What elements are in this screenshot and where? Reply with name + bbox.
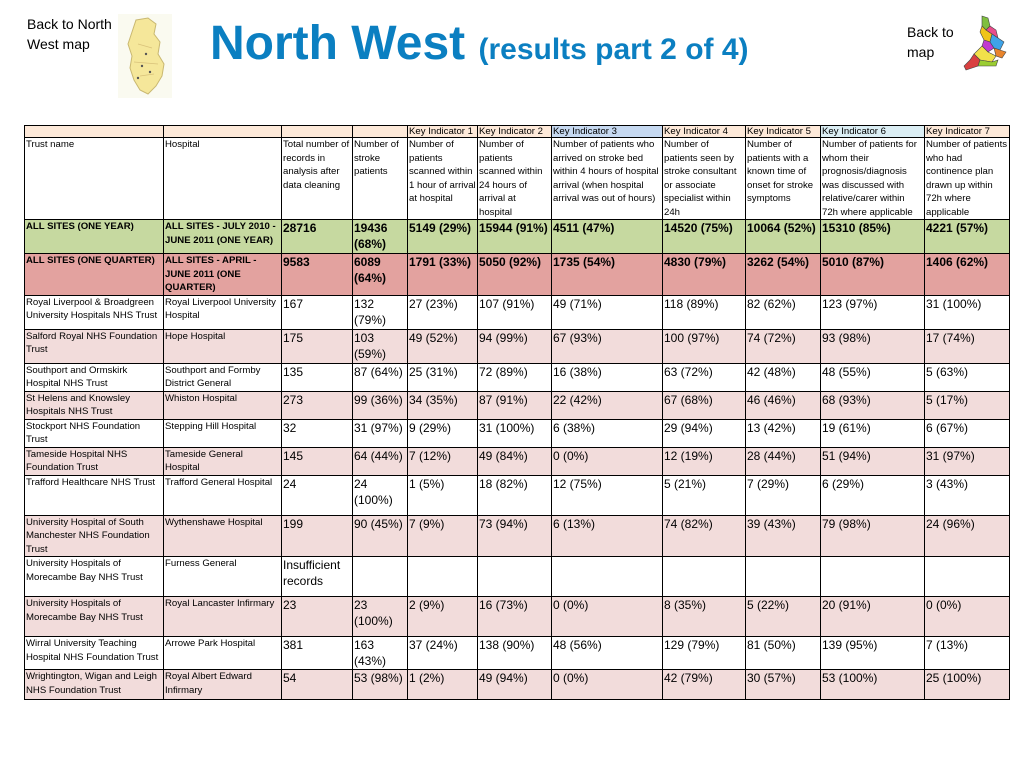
value-cell: 49 (84%) bbox=[478, 447, 552, 475]
value-cell: 7 (29%) bbox=[746, 475, 821, 515]
hospital-cell: ALL SITES - APRIL - JUNE 2011 (ONE QUARTER) bbox=[164, 254, 282, 296]
header-ki7: Number of patients who had continence plan drawn up within 72h where applicable bbox=[925, 138, 1010, 220]
hospital-cell: Trafford General Hospital bbox=[164, 475, 282, 515]
value-cell: 12 (19%) bbox=[663, 447, 746, 475]
trust-name-cell: University Hospitals of Morecambe Bay NHS Trust bbox=[25, 597, 164, 637]
value-cell: 93 (98%) bbox=[821, 329, 925, 363]
hospital-cell: Hope Hospital bbox=[164, 329, 282, 363]
value-cell: 5 (63%) bbox=[925, 363, 1010, 391]
value-cell: 68 (93%) bbox=[821, 391, 925, 419]
table-row bbox=[25, 295, 1010, 329]
value-cell: 49 (94%) bbox=[478, 670, 552, 700]
value-cell: 135 bbox=[282, 363, 353, 391]
hospital-cell: Royal Lancaster Infirmary bbox=[164, 597, 282, 637]
value-cell: 14520 (75%) bbox=[663, 220, 746, 254]
value-cell: 94 (99%) bbox=[478, 329, 552, 363]
value-cell: 175 bbox=[282, 329, 353, 363]
value-cell bbox=[663, 557, 746, 597]
north-west-map-icon[interactable] bbox=[118, 14, 172, 98]
value-cell: 6 (13%) bbox=[552, 515, 663, 557]
table-row bbox=[25, 391, 1010, 419]
value-cell: 1 (2%) bbox=[408, 670, 478, 700]
key-indicator-3: Key Indicator 3 bbox=[552, 126, 663, 138]
value-cell: 17 (74%) bbox=[925, 329, 1010, 363]
value-cell: 87 (64%) bbox=[353, 363, 408, 391]
value-cell: 7 (13%) bbox=[925, 637, 1010, 670]
trust-name-cell: Wirral University Teaching Hospital NHS Foundation Trust bbox=[25, 637, 164, 670]
value-cell bbox=[552, 557, 663, 597]
table-row bbox=[25, 419, 1010, 447]
value-cell: 0 (0%) bbox=[552, 447, 663, 475]
value-cell: 4830 (79%) bbox=[663, 254, 746, 296]
value-cell: 139 (95%) bbox=[821, 637, 925, 670]
value-cell: 82 (62%) bbox=[746, 295, 821, 329]
value-cell: 6 (38%) bbox=[552, 419, 663, 447]
key-indicator-row bbox=[25, 126, 1010, 138]
value-cell: 7 (12%) bbox=[408, 447, 478, 475]
key-indicator-7: Key Indicator 7 bbox=[925, 126, 1010, 138]
value-cell: 3262 (54%) bbox=[746, 254, 821, 296]
value-cell: 25 (31%) bbox=[408, 363, 478, 391]
key-indicator-5: Key Indicator 5 bbox=[746, 126, 821, 138]
header-ki2: Number of patients scanned within 24 hours of arrival at hospital bbox=[478, 138, 552, 220]
table-row bbox=[25, 597, 1010, 637]
header-ki4: Number of patients seen by stroke consultant or associate specialist within 24h bbox=[663, 138, 746, 220]
header-total-records: Total number of records in analysis after data cleaning bbox=[282, 138, 353, 220]
value-cell: 49 (52%) bbox=[408, 329, 478, 363]
value-cell: 0 (0%) bbox=[925, 597, 1010, 637]
value-cell: 54 bbox=[282, 670, 353, 700]
value-cell: 107 (91%) bbox=[478, 295, 552, 329]
value-cell: 28 (44%) bbox=[746, 447, 821, 475]
trust-name-cell: ALL SITES (ONE QUARTER) bbox=[25, 254, 164, 296]
value-cell: 118 (89%) bbox=[663, 295, 746, 329]
value-cell: 24 (96%) bbox=[925, 515, 1010, 557]
back-to-region-link[interactable]: Back to North West map bbox=[27, 16, 112, 52]
value-cell: 74 (72%) bbox=[746, 329, 821, 363]
table-row bbox=[25, 515, 1010, 557]
value-cell: 23 bbox=[282, 597, 353, 637]
key-indicator-6: Key Indicator 6 bbox=[821, 126, 925, 138]
value-cell bbox=[746, 557, 821, 597]
value-cell: 5 (17%) bbox=[925, 391, 1010, 419]
value-cell: 1406 (62%) bbox=[925, 254, 1010, 296]
value-cell: 100 (97%) bbox=[663, 329, 746, 363]
table-row bbox=[25, 447, 1010, 475]
value-cell: 32 bbox=[282, 419, 353, 447]
value-cell: 18 (82%) bbox=[478, 475, 552, 515]
table-row bbox=[25, 475, 1010, 515]
value-cell: 24 bbox=[282, 475, 353, 515]
value-cell: 63 (72%) bbox=[663, 363, 746, 391]
header-hospital: Hospital bbox=[164, 138, 282, 220]
hospital-cell: Wythenshawe Hospital bbox=[164, 515, 282, 557]
value-cell: 103 (59%) bbox=[353, 329, 408, 363]
value-cell: 29 (94%) bbox=[663, 419, 746, 447]
value-cell: 6089 (64%) bbox=[353, 254, 408, 296]
value-cell: 31 (97%) bbox=[925, 447, 1010, 475]
value-cell: 87 (91%) bbox=[478, 391, 552, 419]
results-table bbox=[24, 125, 1010, 700]
hospital-cell: Royal Liverpool University Hospital bbox=[164, 295, 282, 329]
value-cell: 27 (23%) bbox=[408, 295, 478, 329]
value-cell: 6 (67%) bbox=[925, 419, 1010, 447]
value-cell: 1 (5%) bbox=[408, 475, 478, 515]
value-cell: 1735 (54%) bbox=[552, 254, 663, 296]
back-to-map-link[interactable]: Back to map bbox=[907, 24, 954, 60]
value-cell: 81 (50%) bbox=[746, 637, 821, 670]
value-cell: 24 (100%) bbox=[353, 475, 408, 515]
value-cell: 13 (42%) bbox=[746, 419, 821, 447]
trust-name-cell: Southport and Ormskirk Hospital NHS Trust bbox=[25, 363, 164, 391]
value-cell: 51 (94%) bbox=[821, 447, 925, 475]
trust-name-cell: Stockport NHS Foundation Trust bbox=[25, 419, 164, 447]
hospital-cell: Stepping Hill Hospital bbox=[164, 419, 282, 447]
value-cell: 46 (46%) bbox=[746, 391, 821, 419]
value-cell: 3 (43%) bbox=[925, 475, 1010, 515]
trust-name-cell: Wrightington, Wigan and Leigh NHS Foundation Trust bbox=[25, 670, 164, 700]
value-cell: 12 (75%) bbox=[552, 475, 663, 515]
value-cell: 42 (79%) bbox=[663, 670, 746, 700]
value-cell: 167 bbox=[282, 295, 353, 329]
table-row bbox=[25, 670, 1010, 700]
summary-row-year bbox=[25, 220, 1010, 254]
trust-name-cell: Tameside Hospital NHS Foundation Trust bbox=[25, 447, 164, 475]
value-cell: 1791 (33%) bbox=[408, 254, 478, 296]
value-cell: 25 (100%) bbox=[925, 670, 1010, 700]
value-cell: 53 (98%) bbox=[353, 670, 408, 700]
trust-name-cell: Royal Liverpool & Broadgreen University Hospitals NHS Trust bbox=[25, 295, 164, 329]
value-cell: 15310 (85%) bbox=[821, 220, 925, 254]
trust-name-cell: University Hospitals of Morecambe Bay NHS Trust bbox=[25, 557, 164, 597]
table-row bbox=[25, 363, 1010, 391]
value-cell: 5050 (92%) bbox=[478, 254, 552, 296]
value-cell: 123 (97%) bbox=[821, 295, 925, 329]
value-cell: 145 bbox=[282, 447, 353, 475]
value-cell: 19 (61%) bbox=[821, 419, 925, 447]
hospital-cell: ALL SITES - JULY 2010 - JUNE 2011 (ONE YEAR) bbox=[164, 220, 282, 254]
value-cell: 8 (35%) bbox=[663, 597, 746, 637]
value-cell: 5 (22%) bbox=[746, 597, 821, 637]
value-cell: 4511 (47%) bbox=[552, 220, 663, 254]
value-cell: 132 (79%) bbox=[353, 295, 408, 329]
value-cell: 30 (57%) bbox=[746, 670, 821, 700]
value-cell: 138 (90%) bbox=[478, 637, 552, 670]
table-row bbox=[25, 329, 1010, 363]
value-cell: 10064 (52%) bbox=[746, 220, 821, 254]
value-cell: 20 (91%) bbox=[821, 597, 925, 637]
value-cell: 9583 bbox=[282, 254, 353, 296]
value-cell: 6 (29%) bbox=[821, 475, 925, 515]
value-cell: 74 (82%) bbox=[663, 515, 746, 557]
trust-name-cell: Trafford Healthcare NHS Trust bbox=[25, 475, 164, 515]
value-cell: 199 bbox=[282, 515, 353, 557]
value-cell: 16 (73%) bbox=[478, 597, 552, 637]
value-cell: 19436 (68%) bbox=[353, 220, 408, 254]
header-ki3: Number of patients who arrived on stroke bed within 4 hours of hospital arrival (when hospital arrival was out of hours) bbox=[552, 138, 663, 220]
value-cell: 64 (44%) bbox=[353, 447, 408, 475]
value-cell: 28716 bbox=[282, 220, 353, 254]
value-cell: 9 (29%) bbox=[408, 419, 478, 447]
value-cell: 2 (9%) bbox=[408, 597, 478, 637]
hospital-cell: Southport and Formby District General bbox=[164, 363, 282, 391]
value-cell: 5010 (87%) bbox=[821, 254, 925, 296]
trust-name-cell: St Helens and Knowsley Hospitals NHS Trust bbox=[25, 391, 164, 419]
column-header-row bbox=[25, 138, 1010, 220]
value-cell: 163 (43%) bbox=[353, 637, 408, 670]
value-cell: 48 (56%) bbox=[552, 637, 663, 670]
header-stroke-patients: Number of stroke patients bbox=[353, 138, 408, 220]
value-cell: 129 (79%) bbox=[663, 637, 746, 670]
value-cell: 79 (98%) bbox=[821, 515, 925, 557]
value-cell: 99 (36%) bbox=[353, 391, 408, 419]
trust-name-cell: Salford Royal NHS Foundation Trust bbox=[25, 329, 164, 363]
page-title bbox=[210, 14, 850, 80]
value-cell: 67 (68%) bbox=[663, 391, 746, 419]
trust-name-cell: ALL SITES (ONE YEAR) bbox=[25, 220, 164, 254]
value-cell bbox=[821, 557, 925, 597]
value-cell: 73 (94%) bbox=[478, 515, 552, 557]
summary-row-quarter bbox=[25, 254, 1010, 296]
value-cell: 31 (100%) bbox=[478, 419, 552, 447]
title-sub: (results part 2 of 4) bbox=[478, 33, 749, 66]
header-ki5: Number of patients with a known time of onset for stroke symptoms bbox=[746, 138, 821, 220]
table-row bbox=[25, 557, 1010, 597]
value-cell: 7 (9%) bbox=[408, 515, 478, 557]
trust-name-cell: University Hospital of South Manchester NHS Foundation Trust bbox=[25, 515, 164, 557]
value-cell: 16 (38%) bbox=[552, 363, 663, 391]
value-cell bbox=[478, 557, 552, 597]
hospital-cell: Whiston Hospital bbox=[164, 391, 282, 419]
value-cell: 37 (24%) bbox=[408, 637, 478, 670]
header-ki1: Number of patients scanned within 1 hour of arrival at hospital bbox=[408, 138, 478, 220]
value-cell: 273 bbox=[282, 391, 353, 419]
value-cell: 381 bbox=[282, 637, 353, 670]
title-main: North West bbox=[210, 17, 466, 70]
value-cell bbox=[353, 557, 408, 597]
value-cell: 53 (100%) bbox=[821, 670, 925, 700]
value-cell: 0 (0%) bbox=[552, 670, 663, 700]
value-cell: 15944 (91%) bbox=[478, 220, 552, 254]
key-indicator-1: Key Indicator 1 bbox=[408, 126, 478, 138]
value-cell: 4221 (57%) bbox=[925, 220, 1010, 254]
value-cell: 0 (0%) bbox=[552, 597, 663, 637]
hospital-cell: Furness General bbox=[164, 557, 282, 597]
value-cell: 23 (100%) bbox=[353, 597, 408, 637]
value-cell: 90 (45%) bbox=[353, 515, 408, 557]
table-row bbox=[25, 637, 1010, 670]
value-cell: 31 (97%) bbox=[353, 419, 408, 447]
hospital-cell: Arrowe Park Hospital bbox=[164, 637, 282, 670]
value-cell: 67 (93%) bbox=[552, 329, 663, 363]
value-cell: 72 (89%) bbox=[478, 363, 552, 391]
header-ki6: Number of patients for whom their prognosis/diagnosis was discussed with relative/carer within 72h where applicable bbox=[821, 138, 925, 220]
value-cell: 48 (55%) bbox=[821, 363, 925, 391]
value-cell: 5 (21%) bbox=[663, 475, 746, 515]
key-indicator-4: Key Indicator 4 bbox=[663, 126, 746, 138]
value-cell: 34 (35%) bbox=[408, 391, 478, 419]
value-cell: 22 (42%) bbox=[552, 391, 663, 419]
value-cell bbox=[925, 557, 1010, 597]
value-cell: Insufficient records bbox=[282, 557, 353, 597]
key-indicator-2: Key Indicator 2 bbox=[478, 126, 552, 138]
hospital-cell: Royal Albert Edward Infirmary bbox=[164, 670, 282, 700]
value-cell: 49 (71%) bbox=[552, 295, 663, 329]
value-cell: 31 (100%) bbox=[925, 295, 1010, 329]
value-cell: 5149 (29%) bbox=[408, 220, 478, 254]
hospital-cell: Tameside General Hospital bbox=[164, 447, 282, 475]
value-cell: 42 (48%) bbox=[746, 363, 821, 391]
england-regions-map-icon[interactable] bbox=[962, 14, 1010, 72]
header-trust-name: Trust name bbox=[25, 138, 164, 220]
value-cell bbox=[408, 557, 478, 597]
value-cell: 39 (43%) bbox=[746, 515, 821, 557]
